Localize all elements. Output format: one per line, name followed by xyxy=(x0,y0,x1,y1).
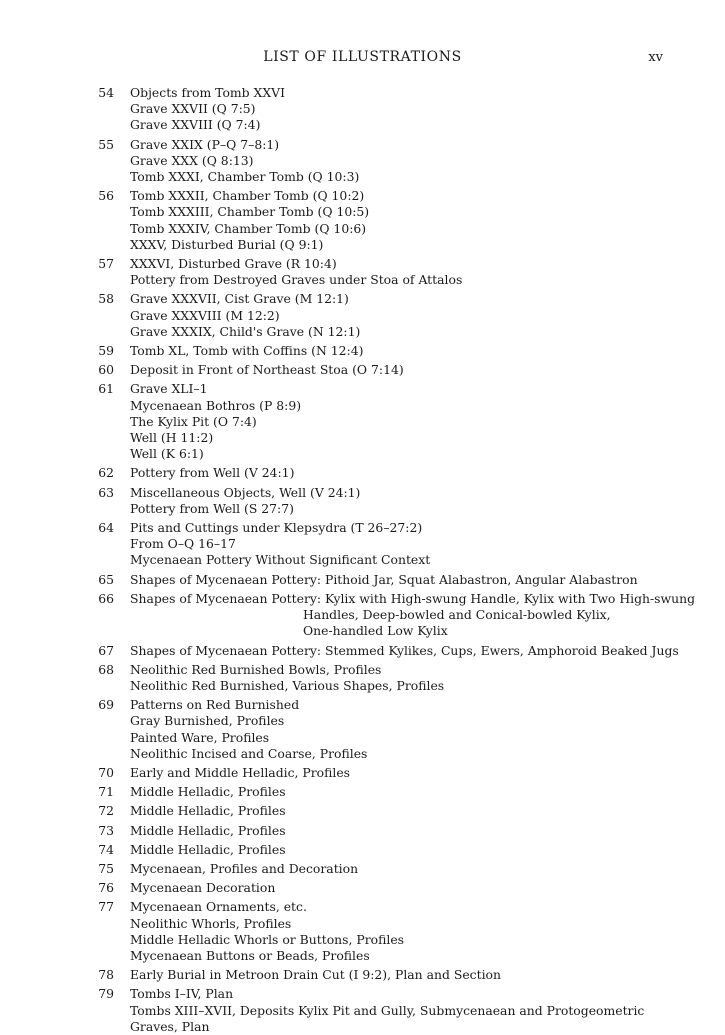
plate-number: 55 xyxy=(98,136,114,152)
plate-number: 75 xyxy=(98,860,114,876)
entry-lines xyxy=(130,572,684,588)
illustration-list xyxy=(84,85,696,1035)
entry-line: Well (H 11:2) xyxy=(130,430,214,446)
entry-lines xyxy=(130,697,684,762)
plate-number: 66 xyxy=(98,590,114,606)
plate-number: 54 xyxy=(98,85,114,100)
entry-line: XXXVI, Disturbed Grave (R 10:4) xyxy=(130,256,337,272)
plate-number: 56 xyxy=(98,188,114,204)
entry-lines xyxy=(130,662,684,694)
list-item xyxy=(84,697,684,762)
entry-lines xyxy=(130,643,684,659)
entry-line: Shapes of Mycenaean Pottery: Kylix with High-swung Handle, Kylix with Two High-swung xyxy=(130,590,696,606)
plate-number: 57 xyxy=(98,256,114,272)
list-item xyxy=(84,381,684,462)
entry-line: Early and Middle Helladic, Profiles xyxy=(130,764,351,780)
entry-line: Neolithic Whorls, Profiles xyxy=(130,915,292,931)
entry-line: Gray Burnished, Profiles xyxy=(130,713,285,729)
entry-line: Shapes of Mycenaean Pottery: Pithoid Jar, Squat Alabastron, Angular Alabastron xyxy=(130,571,638,587)
entry-line: Grave XXXVII, Cist Grave (M 12:1) xyxy=(130,291,349,307)
plate-number: 63 xyxy=(98,484,114,500)
list-item xyxy=(84,256,684,288)
entry-line: Grave XXXIX, Child's Grave (N 12:1) xyxy=(130,323,361,339)
entry-line: Middle Helladic Whorls or Buttons, Profiles xyxy=(130,931,405,947)
page-title: LIST OF ILLUSTRATIONS xyxy=(263,49,462,65)
list-item xyxy=(84,643,684,659)
plate-number: 58 xyxy=(98,291,114,307)
entry-line: Middle Helladic, Profiles xyxy=(130,822,286,838)
entry-line: Neolithic Red Burnished, Various Shapes, Profiles xyxy=(130,677,445,693)
entry-line: Tombs XIII–XVII, Deposits Kylix Pit and Gully, Submycenaean and Protogeometric xyxy=(130,1002,645,1018)
entry-line: Grave XXX (Q 8:13) xyxy=(130,152,254,168)
entry-line: Tomb XL, Tomb with Coffins (N 12:4) xyxy=(130,343,364,359)
plate-number: 71 xyxy=(98,784,114,800)
list-item xyxy=(84,572,684,588)
entry-lines xyxy=(130,256,684,288)
entry-line: Early Burial in Metroon Drain Cut (I 9:2), Plan and Section xyxy=(130,967,501,983)
entry-line: Mycenaean Pottery Without Significant Context xyxy=(130,552,431,568)
list-item xyxy=(84,803,684,819)
entry-line: Mycenaean, Profiles and Decoration xyxy=(130,860,359,876)
entry-line: Tomb XXXI, Chamber Tomb (Q 10:3) xyxy=(130,169,360,185)
entry-lines xyxy=(130,591,695,640)
entry-lines xyxy=(130,823,684,839)
entry-line: Grave XXIX (P–Q 7–8:1) xyxy=(130,136,280,152)
entry-lines xyxy=(130,362,684,378)
entry-line: XXXV, Disturbed Burial (Q 9:1) xyxy=(130,236,324,252)
list-item xyxy=(84,662,684,694)
plate-number: 69 xyxy=(98,697,114,713)
entry-line: Mycenaean Buttons or Beads, Profiles xyxy=(130,947,370,963)
entry-line-continuation: Handles, Deep-bowled and Conical-bowled Kylix, xyxy=(303,607,611,623)
entry-lines xyxy=(130,803,684,819)
plate-number: 70 xyxy=(98,764,114,780)
list-item xyxy=(84,137,684,186)
list-item xyxy=(84,520,684,569)
entry-line: Miscellaneous Objects, Well (V 24:1) xyxy=(130,484,361,500)
plate-number: 72 xyxy=(98,803,114,819)
plate-number: 78 xyxy=(98,967,114,983)
list-item xyxy=(84,362,684,378)
entry-lines xyxy=(130,861,684,877)
entry-line: Grave XXXVIII (M 12:2) xyxy=(130,307,280,323)
entry-line: Middle Helladic, Profiles xyxy=(130,784,286,800)
list-item xyxy=(84,465,684,481)
list-item xyxy=(84,880,684,896)
plate-number: 77 xyxy=(98,899,114,915)
plate-number: 79 xyxy=(98,986,114,1002)
plate-number: 64 xyxy=(98,520,114,536)
entry-line: Patterns on Red Burnished xyxy=(130,697,300,713)
entry-line: Tomb XXXIV, Chamber Tomb (Q 10:6) xyxy=(130,220,367,236)
entry-line: Tombs I–IV, Plan xyxy=(130,986,234,1002)
entry-lines xyxy=(130,343,684,359)
entry-line: From O–Q 16–17 xyxy=(130,536,236,552)
entry-line: The Kylix Pit (O 7:4) xyxy=(130,413,257,429)
entry-line: Grave XXVII (Q 7:5) xyxy=(130,101,256,117)
entry-line: Neolithic Incised and Coarse, Profiles xyxy=(130,745,368,761)
plate-number: 73 xyxy=(98,822,114,838)
entry-lines xyxy=(130,842,684,858)
entry-line: Pottery from Well (V 24:1) xyxy=(130,465,295,481)
entry-line: Shapes of Mycenaean Pottery: Stemmed Kylikes, Cups, Ewers, Amphoroid Beaked Jugs xyxy=(130,642,679,658)
entry-lines xyxy=(130,85,684,134)
entry-line: Tomb XXXII, Chamber Tomb (Q 10:2) xyxy=(130,188,365,204)
list-item xyxy=(84,842,684,858)
plate-number: 68 xyxy=(98,661,114,677)
entry-lines xyxy=(130,880,684,896)
list-item xyxy=(84,291,684,340)
entry-line: Deposit in Front of Northeast Stoa (O 7:14) xyxy=(130,362,404,378)
plate-number: 61 xyxy=(98,381,114,397)
list-item xyxy=(84,784,684,800)
list-item xyxy=(84,188,684,253)
entry-line: Middle Helladic, Profiles xyxy=(130,841,286,857)
entry-line-continuation: One-handled Low Kylix xyxy=(303,623,448,639)
plate-number: 74 xyxy=(98,841,114,857)
list-item xyxy=(84,861,684,877)
entry-line: Middle Helladic, Profiles xyxy=(130,803,286,819)
list-item xyxy=(84,85,684,134)
page-number: xv xyxy=(648,50,663,65)
plate-number: 59 xyxy=(98,343,114,359)
entry-line: Tomb XXXIII, Chamber Tomb (Q 10:5) xyxy=(130,204,370,220)
entry-lines xyxy=(130,465,684,481)
entry-line: Painted Ware, Profiles xyxy=(130,729,270,745)
plate-number: 60 xyxy=(98,362,114,378)
entry-lines xyxy=(130,381,684,462)
entry-lines xyxy=(130,986,684,1035)
entry-lines xyxy=(130,784,684,800)
plate-number: 76 xyxy=(98,880,114,896)
entry-line: Mycenaean Bothros (P 8:9) xyxy=(130,397,302,413)
list-item xyxy=(84,967,684,983)
plate-number: 67 xyxy=(98,642,114,658)
entry-line: Neolithic Red Burnished Bowls, Profiles xyxy=(130,661,382,677)
list-item xyxy=(84,986,684,1035)
entry-line: Pottery from Well (S 27:7) xyxy=(130,500,294,516)
entry-line: Grave XLI–1 xyxy=(130,381,208,397)
entry-line: Pottery from Destroyed Graves under Stoa of Attalos xyxy=(130,272,463,288)
entry-line: Well (K 6:1) xyxy=(130,446,204,462)
plate-number: 65 xyxy=(98,571,114,587)
plate-number: 62 xyxy=(98,465,114,481)
entry-lines xyxy=(130,291,684,340)
list-item xyxy=(84,485,684,517)
entry-line: Grave XXVIII (Q 7:4) xyxy=(130,117,261,133)
entry-lines xyxy=(130,520,684,569)
entry-lines xyxy=(130,765,684,781)
entry-lines xyxy=(130,137,684,186)
entry-lines xyxy=(130,899,684,964)
list-item xyxy=(84,765,684,781)
entry-lines xyxy=(130,188,684,253)
list-item xyxy=(84,823,684,839)
entry-line: Pits and Cuttings under Klepsydra (T 26–27:2) xyxy=(130,520,423,536)
list-item xyxy=(84,899,684,964)
entry-line: Graves, Plan xyxy=(130,1018,210,1034)
entry-lines xyxy=(130,967,684,983)
entry-line: Mycenaean Decoration xyxy=(130,880,276,896)
entry-line: Mycenaean Ornaments, etc. xyxy=(130,899,307,915)
entry-line: Objects from Tomb XXVI xyxy=(130,85,286,100)
list-item xyxy=(84,343,684,359)
entry-lines xyxy=(130,485,684,517)
list-item xyxy=(84,590,696,640)
